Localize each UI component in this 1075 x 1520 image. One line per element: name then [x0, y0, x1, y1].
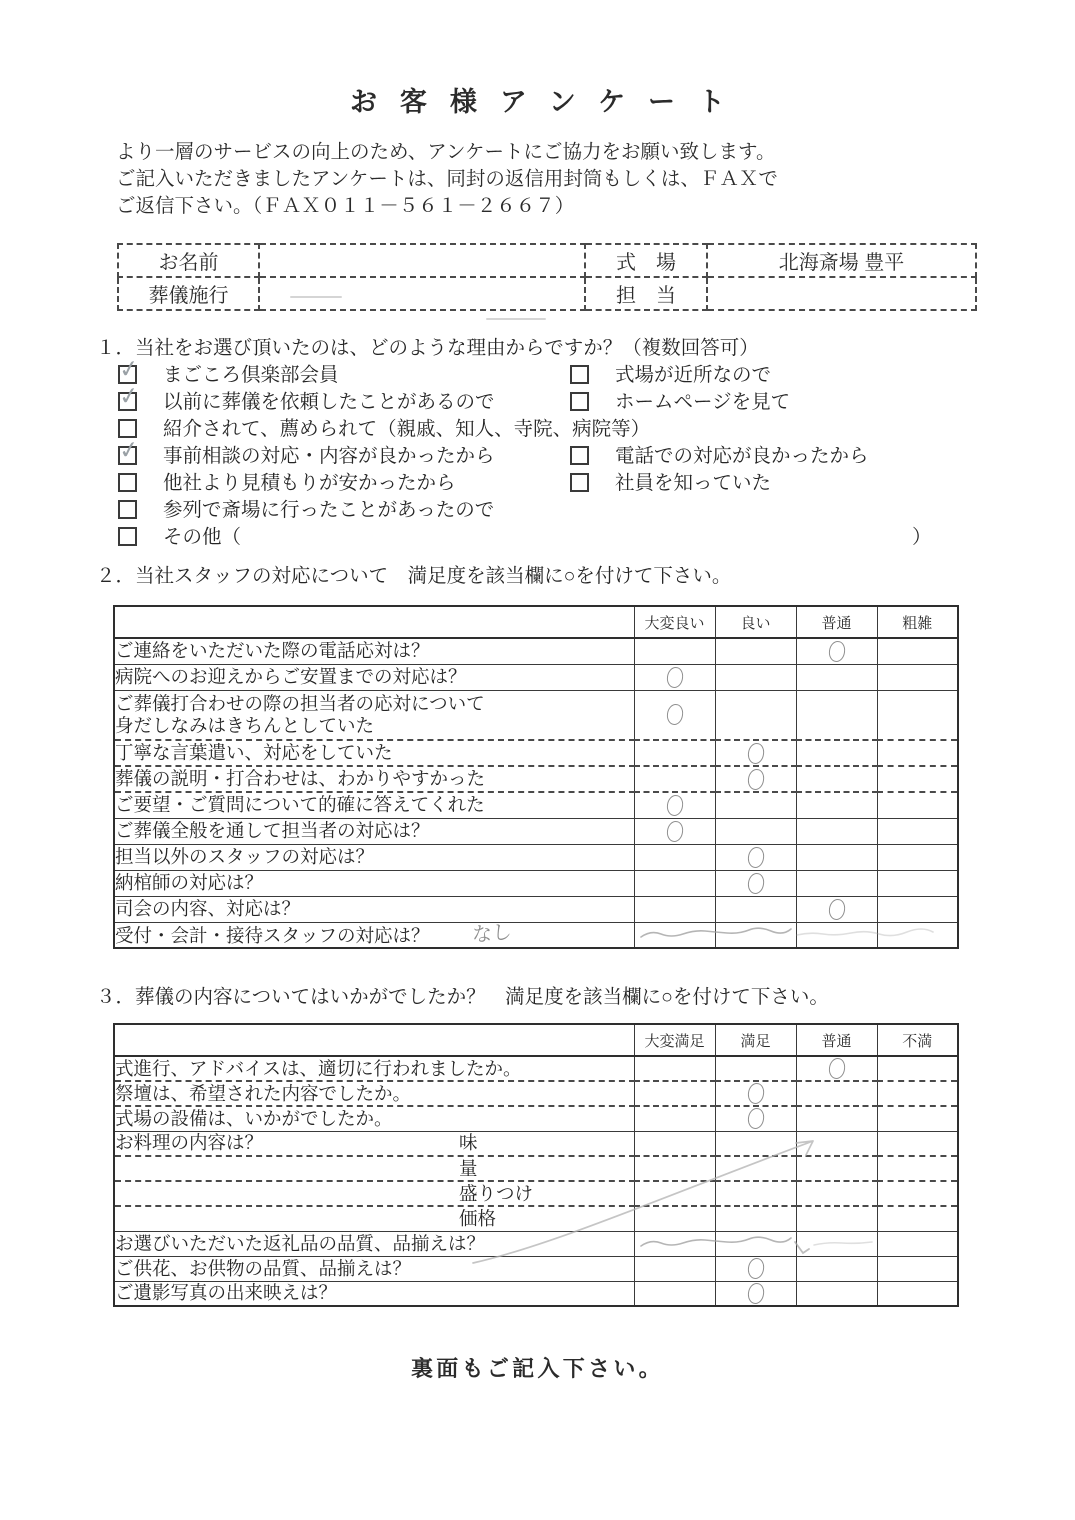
answer-cell	[634, 1131, 715, 1156]
answer-cell	[877, 818, 958, 844]
question-cell	[114, 1206, 634, 1231]
q1-option	[570, 386, 790, 413]
q1-option	[118, 494, 494, 521]
rating-header-col: 普通	[796, 1024, 877, 1056]
answer-cell	[634, 638, 715, 664]
handwritten-circle-mark	[665, 820, 683, 843]
question1-heading: １．当社をお選び頂いたのは、どのような理由からですか？（複数回答可）	[96, 337, 759, 359]
rating-header-col: 大変良い	[634, 606, 715, 638]
rating-row	[114, 870, 958, 896]
answer-cell	[877, 766, 958, 792]
rating-row	[114, 1206, 958, 1231]
staff-rating-table-wrap	[113, 605, 959, 949]
answer-cell	[877, 1206, 958, 1231]
answer-cell	[796, 638, 877, 664]
answer-cell	[877, 1056, 958, 1081]
question-cell	[114, 792, 634, 818]
q1-option	[117, 354, 339, 386]
empty-checkbox	[570, 446, 589, 465]
answer-cell	[877, 1156, 958, 1181]
handwritten-circle-mark	[746, 872, 764, 895]
answer-cell	[796, 1231, 877, 1256]
answer-cell	[715, 1156, 796, 1181]
handwritten-circle-mark	[665, 703, 683, 726]
answer-cell	[634, 690, 715, 740]
rating-header-row	[114, 606, 958, 638]
handwritten-circle-mark	[827, 898, 845, 921]
handwritten-circle-mark	[746, 1257, 764, 1280]
answer-cell	[715, 818, 796, 844]
question-cell	[114, 818, 634, 844]
answer-cell	[715, 844, 796, 870]
question-text: ご遺影写真の出来映えは？	[115, 1282, 338, 1304]
q1-option	[117, 435, 495, 467]
answer-cell	[796, 1256, 877, 1281]
answer-cell	[715, 922, 796, 948]
pencil-checkmark: ✓	[117, 354, 141, 385]
q1-option-row	[96, 354, 976, 386]
answer-cell	[796, 664, 877, 690]
rating-row	[114, 1256, 958, 1281]
answer-cell	[634, 844, 715, 870]
question-sub-item: 盛りつけ	[459, 1182, 534, 1204]
question3-heading: ３．葬儀の内容についてはいかがでしたか？ 満足度を該当欄に○を付けて下さい。	[96, 986, 829, 1008]
handwritten-circle-mark	[746, 742, 764, 765]
q1-option-row	[96, 435, 976, 467]
scan-artifact	[290, 296, 342, 298]
staff-rating-table	[113, 605, 959, 949]
rating-row	[114, 844, 958, 870]
answer-cell	[634, 818, 715, 844]
question-text: 式場の設備は、いかがでしたか。	[115, 1107, 393, 1129]
intro-line-1: より一層のサービスの向上のため、アンケートにご協力をお願い致します。	[116, 141, 776, 163]
question-cell	[114, 1281, 634, 1306]
rating-header-empty	[114, 1024, 634, 1056]
answer-cell	[715, 896, 796, 922]
handwritten-circle-mark	[746, 1082, 764, 1105]
q1-option	[570, 359, 771, 386]
question-cell	[114, 1056, 634, 1081]
answer-cell	[634, 1106, 715, 1131]
question-cell	[114, 1181, 634, 1206]
conduct-label: 葬儀施行	[118, 277, 259, 310]
rating-header-col: 不満	[877, 1024, 958, 1056]
answer-cell	[877, 1256, 958, 1281]
answer-cell	[715, 664, 796, 690]
q1-option-row	[96, 381, 976, 413]
rating-row	[114, 690, 958, 740]
q1-option-label: 式場が近所なので	[615, 364, 772, 386]
staff-label: 担 当	[585, 277, 707, 310]
question-text: ご連絡をいただいた際の電話応対は？	[115, 640, 430, 662]
q1-option	[570, 467, 771, 494]
question-cell	[114, 1256, 634, 1281]
rating-header-col: 満足	[715, 1024, 796, 1056]
empty-checkbox	[570, 392, 589, 411]
rating-row	[114, 1156, 958, 1181]
question-line: ご葬儀打合わせの際の担当者の応対について	[115, 692, 485, 714]
q1-option-label: 紹介されて、薦められて（親戚、知人、寺院、病院等）	[163, 418, 651, 440]
question-text: お料理の内容は？	[115, 1132, 264, 1154]
question-cell	[114, 1131, 634, 1156]
rating-row	[114, 1281, 958, 1306]
rating-row	[114, 664, 958, 690]
pencil-checkmark: ✓	[117, 435, 141, 466]
answer-cell	[634, 1056, 715, 1081]
question-cell	[114, 1231, 634, 1256]
answer-cell	[796, 1131, 877, 1156]
rating-row	[114, 922, 958, 948]
question-cell	[114, 740, 634, 766]
rating-header-row	[114, 1024, 958, 1056]
content-rating-table-wrap	[113, 1023, 959, 1307]
question-cell	[114, 896, 634, 922]
question-cell	[114, 1106, 634, 1131]
rating-row	[114, 792, 958, 818]
checked-checkbox	[117, 435, 141, 466]
answer-cell	[715, 766, 796, 792]
rating-row	[114, 1056, 958, 1081]
answer-cell	[634, 1181, 715, 1206]
answer-cell	[715, 1206, 796, 1231]
answer-cell	[796, 690, 877, 740]
footer-note: 裏面もご記入下さい。	[410, 1356, 664, 1381]
q1-option-label: 電話での対応が良かったから	[615, 445, 869, 467]
answer-cell	[796, 792, 877, 818]
answer-cell	[715, 870, 796, 896]
answer-cell	[796, 922, 877, 948]
empty-checkbox	[118, 500, 137, 519]
q1-option	[117, 381, 495, 413]
handwritten-circle-mark	[746, 1282, 764, 1305]
handwritten-note: なし	[471, 920, 512, 947]
question-cell	[114, 766, 634, 792]
question-cell	[114, 922, 634, 948]
answer-cell	[877, 664, 958, 690]
rating-row	[114, 1181, 958, 1206]
q1-option-label: 参列で斎場に行ったことがあったので	[163, 499, 495, 521]
staff-value	[707, 277, 976, 310]
q1-option-label: その他（	[163, 526, 242, 548]
answer-cell	[796, 1181, 877, 1206]
question-sub-item: 量	[459, 1157, 478, 1179]
scan-artifact	[486, 318, 546, 320]
rating-row	[114, 1081, 958, 1106]
answer-cell	[715, 1231, 796, 1256]
answer-cell	[877, 1081, 958, 1106]
intro-line-2: ご記入いただきましたアンケートは、同封の返信用封筒もしくは、ＦＡＸで	[116, 168, 778, 190]
empty-checkbox	[570, 365, 589, 384]
answer-cell	[796, 844, 877, 870]
answer-cell	[634, 870, 715, 896]
q1-option	[118, 521, 241, 548]
answer-cell	[877, 870, 958, 896]
answer-cell	[796, 1156, 877, 1181]
answer-cell	[634, 1156, 715, 1181]
answer-cell	[634, 1281, 715, 1306]
rating-row	[114, 896, 958, 922]
handwritten-circle-mark	[746, 846, 764, 869]
answer-cell	[877, 1131, 958, 1156]
q1-option-label: 社員を知っていた	[615, 472, 772, 494]
answer-cell	[877, 922, 958, 948]
checked-checkbox	[117, 381, 141, 412]
rating-row	[114, 1231, 958, 1256]
q1-option-label: 以前に葬儀を依頼したことがあるので	[163, 391, 495, 413]
q1-option-label: まごころ倶楽部会員	[163, 364, 339, 386]
answer-cell	[634, 664, 715, 690]
page-title: お客様アンケート	[349, 87, 748, 117]
question-cell	[114, 690, 634, 740]
question-text: 担当以外のスタッフの対応は？	[115, 846, 375, 867]
rating-row	[114, 1131, 958, 1156]
answer-cell	[715, 1081, 796, 1106]
handwritten-circle-mark	[827, 640, 845, 663]
answer-cell	[877, 638, 958, 664]
answer-cell	[877, 896, 958, 922]
question-text: 葬儀の説明・打合わせは、わかりやすかった	[115, 768, 486, 789]
answer-cell	[796, 1056, 877, 1081]
answer-cell	[796, 896, 877, 922]
answer-cell	[715, 740, 796, 766]
question-text: 式進行、アドバイスは、適切に行われましたか。	[115, 1057, 522, 1079]
answer-cell	[796, 740, 877, 766]
q1-option	[118, 413, 650, 440]
rating-header-col: 粗雑	[877, 606, 958, 638]
q1-option-row	[96, 521, 976, 548]
handwritten-circle-mark	[746, 1107, 764, 1130]
answer-cell	[877, 844, 958, 870]
handwritten-circle-mark	[827, 1057, 845, 1080]
question-text: ご葬儀全般を通して担当者の対応は？	[115, 820, 430, 841]
answer-cell	[634, 1231, 715, 1256]
q1-option-label: 事前相談の対応・内容が良かったから	[163, 445, 495, 467]
question-text: 祭壇は、希望された内容でしたか。	[115, 1082, 412, 1104]
answer-cell	[634, 766, 715, 792]
answer-cell	[877, 1106, 958, 1131]
question-cell	[114, 664, 634, 690]
answer-cell	[796, 1281, 877, 1306]
handwritten-circle-mark	[665, 666, 683, 689]
handwritten-circle-mark	[746, 768, 764, 791]
rating-row	[114, 638, 958, 664]
q1-option	[570, 440, 869, 467]
rating-header-col: 良い	[715, 606, 796, 638]
answer-cell	[796, 1206, 877, 1231]
question1-options	[96, 354, 976, 548]
rating-row	[114, 1106, 958, 1131]
question-cell	[114, 1081, 634, 1106]
answer-cell	[877, 1181, 958, 1206]
answer-cell	[877, 792, 958, 818]
answer-cell	[877, 1231, 958, 1256]
answer-cell	[715, 1131, 796, 1156]
answer-cell	[715, 638, 796, 664]
question-text: お選びいただいた返礼品の品質、品揃えは？	[115, 1232, 486, 1254]
q1-option-row	[96, 467, 976, 494]
rating-row	[114, 740, 958, 766]
handwritten-circle-mark	[665, 794, 683, 817]
intro-line-3: ご返信下さい。（ＦＡＸ０１１－５６１－２６６７）	[116, 195, 575, 217]
question-text: ご供花、お供物の品質、品揃えは？	[115, 1257, 412, 1279]
answer-cell	[796, 1106, 877, 1131]
question-cell	[114, 638, 634, 664]
question-text: 受付・会計・接待スタッフの対応は？	[115, 924, 430, 946]
respondent-info-box	[117, 243, 977, 311]
rating-header-empty	[114, 606, 634, 638]
venue-label: 式 場	[585, 244, 707, 277]
rating-header-col: 大変満足	[634, 1024, 715, 1056]
q1-option-row	[96, 494, 976, 521]
answer-cell	[715, 1281, 796, 1306]
venue-value: 北海斎場 豊平	[707, 244, 976, 277]
answer-cell	[634, 792, 715, 818]
question-text: 司会の内容、対応は？	[115, 898, 301, 919]
answer-cell	[877, 1281, 958, 1306]
answer-cell	[715, 792, 796, 818]
q1-option	[118, 467, 456, 494]
answer-cell	[715, 1181, 796, 1206]
question2-heading: ２．当社スタッフの対応について 満足度を該当欄に○を付けて下さい。	[96, 565, 732, 587]
empty-checkbox	[118, 527, 137, 546]
intro-text	[116, 139, 778, 220]
question-line: 身だしなみはきちんとしていた	[115, 714, 375, 736]
name-value	[259, 244, 585, 277]
answer-cell	[877, 690, 958, 740]
answer-cell	[634, 1206, 715, 1231]
q1-option-label: ホームページを見て	[615, 391, 791, 413]
rating-header-col: 普通	[796, 606, 877, 638]
name-label: お名前	[118, 244, 259, 277]
answer-cell	[796, 818, 877, 844]
question-sub-item: 味	[459, 1132, 478, 1154]
rating-row	[114, 766, 958, 792]
q1-option-label: 他社より見積もりが安かったから	[163, 472, 456, 494]
answer-cell	[715, 1256, 796, 1281]
question-text: 病院へのお迎えからご安置までの対応は？	[115, 666, 467, 687]
answer-cell	[715, 1056, 796, 1081]
question-text: 丁寧な言葉遣い、対応をしていた	[115, 742, 393, 763]
answer-cell	[796, 1081, 877, 1106]
answer-cell	[877, 740, 958, 766]
answer-cell	[634, 1081, 715, 1106]
answer-cell	[796, 870, 877, 896]
question-text: 納棺師の対応は？	[115, 872, 264, 893]
content-rating-table	[113, 1023, 959, 1307]
answer-cell	[796, 766, 877, 792]
rating-row	[114, 818, 958, 844]
q1-option-row	[96, 413, 976, 440]
answer-cell	[634, 740, 715, 766]
question-text: ご要望・ご質問について的確に答えてくれた	[115, 794, 485, 816]
answer-cell	[634, 1256, 715, 1281]
answer-cell	[634, 922, 715, 948]
answer-cell	[715, 1106, 796, 1131]
question-cell	[114, 844, 634, 870]
conduct-value	[259, 277, 585, 310]
answer-cell	[715, 690, 796, 740]
question-sub-item: 価格	[459, 1207, 497, 1229]
question-cell	[114, 870, 634, 896]
empty-checkbox	[118, 473, 137, 492]
answer-cell	[634, 896, 715, 922]
pencil-checkmark: ✓	[117, 381, 141, 412]
question-cell	[114, 1156, 634, 1181]
other-close-paren: ）	[912, 526, 932, 548]
empty-checkbox	[570, 473, 589, 492]
